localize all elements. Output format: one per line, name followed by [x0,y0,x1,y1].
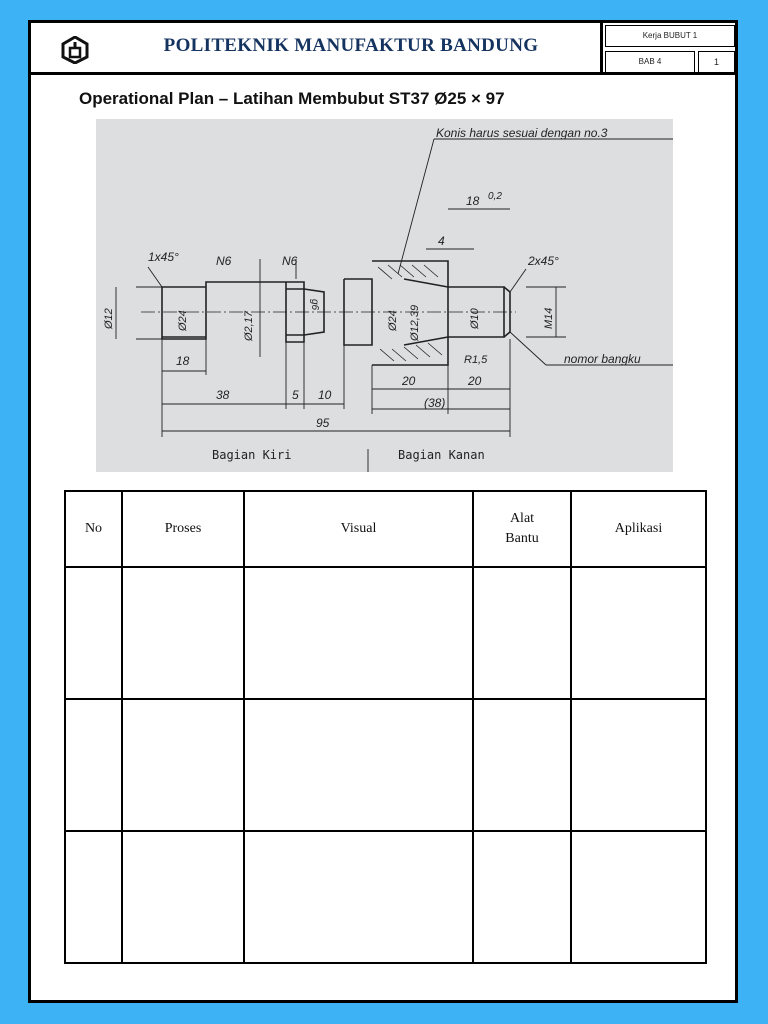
page-number: 1 [698,51,735,73]
dim-4: 4 [438,234,445,248]
operational-plan-table [64,490,707,964]
cell-visual[interactable] [244,699,473,831]
dim-10: 10 [318,388,332,402]
cell-aplikasi[interactable] [571,567,706,699]
institution-header [31,23,603,75]
dim-18: 18 [176,354,190,368]
nomor-bangku-label: nomor bangku [564,352,641,366]
dim-d2-17: Ø2,17 [243,311,255,341]
col-header-aplikasi: Aplikasi [571,491,706,567]
bantu-label: Bantu [505,531,539,546]
col-header-visual: Visual [244,491,473,567]
tolerance-g6: g6 [309,299,320,311]
dim-d12: Ø12 [103,308,115,329]
institution-name: POLITEKNIK MANUFAKTUR BANDUNG [163,35,539,56]
dim-d10: Ø10 [469,308,481,329]
col-header-proses: Proses [122,491,244,567]
bagian-kanan-label: Bagian Kanan [398,448,485,462]
chapter-label: BAB 4 [605,51,695,73]
cell-alat-bantu[interactable] [473,567,571,699]
dim-d12-39: Ø12,39 [409,304,421,341]
cell-visual[interactable] [244,567,473,699]
cell-aplikasi[interactable] [571,699,706,831]
dim-38: 38 [216,388,230,402]
cell-aplikasi[interactable] [571,831,706,963]
page-title: Operational Plan – Latihan Membubut ST37 Ø25 × 97 [79,89,505,108]
roughness-2: N6 [282,254,298,268]
cell-proses[interactable] [122,699,244,831]
cell-visual[interactable] [244,831,473,963]
dim-18-top: 18 [466,194,480,208]
tolerance-0-2: 0,2 [488,191,502,202]
cell-alat-bantu[interactable] [473,699,571,831]
dim-20b: 20 [468,374,482,388]
cell-no[interactable] [65,699,122,831]
table-row [65,699,706,831]
cell-no[interactable] [65,567,122,699]
alat-label: Alat [509,511,535,526]
dim-95: 95 [316,416,330,430]
dim-20a: 20 [402,374,416,388]
note-konis: Konis harus sesuai dengan no.3 [436,126,608,140]
radius-r1-5: R1,5 [464,354,488,366]
roughness-1: N6 [216,254,232,268]
cell-proses[interactable] [122,567,244,699]
dim-5: 5 [292,388,299,402]
dim-38b: (38) [424,396,446,410]
worksheet-page [28,20,738,1003]
cell-alat-bantu[interactable] [473,831,571,963]
cell-proses[interactable] [122,831,244,963]
table-header-row [65,491,706,567]
dim-m14: M14 [543,307,555,329]
subject-label: Kerja BUBUT 1 [605,25,735,47]
header [31,23,735,78]
table-row [65,831,706,963]
dim-d24-left: Ø24 [177,310,189,331]
chamfer-right-label: 2x45° [528,254,559,268]
dim-d24-right: Ø24 [387,310,399,331]
table-row [65,567,706,699]
document-meta [603,23,738,75]
bagian-kiri-label: Bagian Kiri [212,448,292,462]
chamfer-left-label: 1x45° [148,250,179,264]
col-header-alat-bantu [473,491,571,567]
cell-no[interactable] [65,831,122,963]
col-header-no: No [65,491,122,567]
polman-logo-icon [61,36,89,64]
technical-drawing [96,119,673,472]
